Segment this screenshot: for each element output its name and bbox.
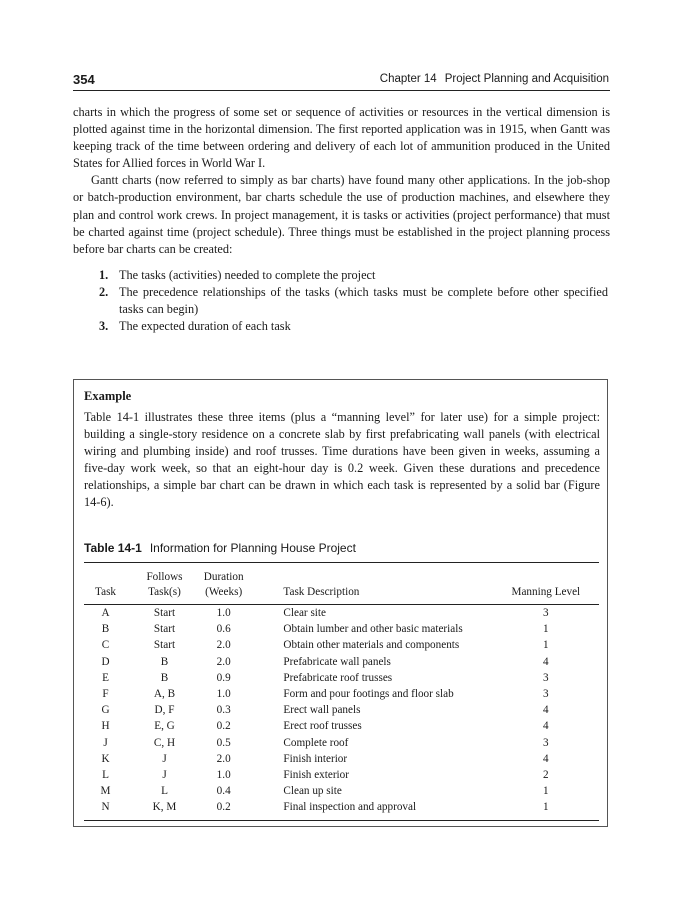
list-item-number: 2. — [99, 285, 109, 300]
table-row: J C, H 0.5 Complete roof 3 — [103, 736, 549, 749]
table-row: E B 0.9 Prefabricate roof trusses 3 — [102, 671, 549, 684]
list-item — [73, 318, 610, 335]
table-row: G D, F 0.3 Erect wall panels 4 — [101, 704, 549, 717]
list-item — [73, 267, 610, 284]
example-box — [73, 379, 608, 827]
table-bottom-rule — [84, 820, 599, 821]
chapter-title: Project Planning and Acquisition — [444, 73, 609, 85]
table-row: D B 2.0 Prefabricate wall panels 4 — [101, 655, 549, 668]
list-item-text: The tasks (activities) needed to complete the project — [119, 268, 376, 282]
table-row: F A, B 1.0 Form and pour footings and floor slab 3 — [102, 688, 549, 701]
running-head — [380, 73, 609, 85]
table-row: H E, G 0.2 Erect roof trusses 4 — [101, 720, 549, 733]
col-task-header: Task — [95, 586, 117, 598]
table-title: Information for Planning House Project — [149, 541, 356, 555]
paragraph-2: Gantt charts (now referred to simply as bar charts) have found many other applications. In the job-shop or batch-production environment, bar charts schedule the use of production machines, and elsewhere they plan and control work crews. In project management, it is tasks or activities (project performance) that must be charted against time (project schedule). Three things must be established in the project planning process before bar charts can be created: — [73, 173, 610, 256]
house-project-table — [84, 566, 599, 816]
paragraph-1: charts in which the progress of some set or sequence of activities or resources in the vertical dimension is plotted against time in the horizontal dimension. The first reported application was in 1915, when Gantt was keeping track of the time between ordering and delivery of each lot of ammunition produced in the United States for Allied forces in World War I. — [73, 105, 610, 171]
table-caption — [84, 541, 356, 555]
table-header-row — [84, 566, 599, 600]
list-item-number: 1. — [99, 268, 109, 282]
table-label: Table 14-1 — [84, 541, 142, 555]
col-manning-header: Manning Level — [511, 586, 581, 598]
table-row: N K, M 0.2 Final inspection and approval 1 — [101, 801, 549, 814]
table-row: B Start 0.6 Obtain lumber and other basic materials 1 — [101, 623, 549, 636]
table-row: C Start 2.0 Obtain other materials and components 1 — [101, 639, 549, 652]
table-row: K J 2.0 Finish interior 4 — [101, 752, 549, 765]
header-rule — [73, 90, 610, 91]
list-item — [73, 284, 610, 318]
body-text — [73, 104, 610, 258]
requirements-list — [73, 267, 610, 335]
list-item-number: 3. — [99, 319, 109, 334]
example-text: Table 14-1 illustrates these three items (plus a “manning level” for later use) for a simple project: building a single-story residence on a concrete slab by first prefabricating wall panels (with electrical wiring and plumbing inside) and roof trusses. Time durations have been given in weeks, assuming a five-day work week, so that an eight-hour day is 0.2 week. Given these durations and precedence relationships, a simple bar chart can be drawn in which each task is represented by a solid bar (Figure 14-6). — [84, 410, 600, 510]
table-top-rule — [84, 562, 599, 563]
chapter-label: Chapter 14 — [379, 73, 437, 85]
list-item-text: The expected duration of each task — [119, 319, 291, 334]
list-item-text: The precedence relationships of the tasks (which tasks must be complete before other specified tasks can begin) — [119, 285, 608, 317]
table-row: L J 1.0 Finish exterior 2 — [102, 769, 549, 782]
col-duration-header: Duration (Weeks) — [203, 571, 244, 598]
example-title: Example — [84, 389, 132, 403]
col-follows-header: Follows Task(s) — [146, 571, 183, 598]
table-row: M L 0.4 Clean up site 1 — [100, 785, 549, 798]
page-number: 354 — [73, 72, 95, 87]
table-row: A Start 1.0 Clear site 3 — [101, 607, 549, 619]
col-description-header: Task Description — [283, 586, 360, 598]
